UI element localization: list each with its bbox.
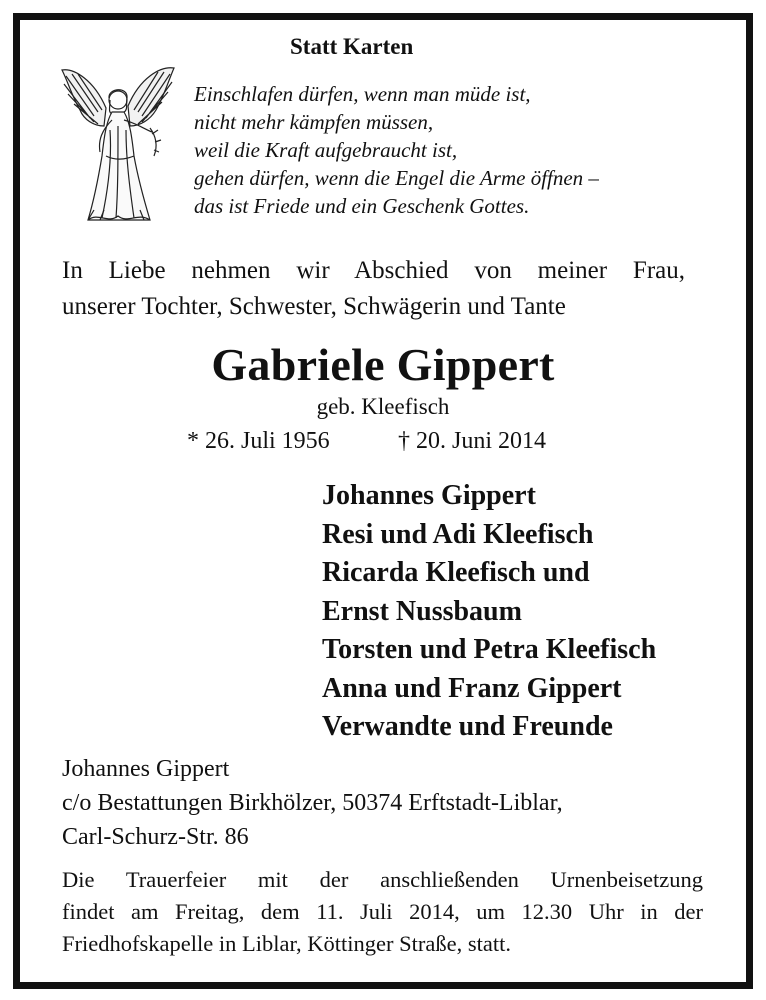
mourner-line: Johannes Gippert bbox=[322, 480, 536, 511]
contact-line: Carl-Schurz-Str. 86 bbox=[62, 824, 249, 850]
service-info bbox=[62, 864, 703, 960]
mourner-line: Ricarda Kleefisch und bbox=[322, 557, 590, 588]
service-line: Friedhofskapelle in Liblar, Köttinger Straße, statt. bbox=[62, 931, 511, 956]
service-line: findet am Freitag, dem 11. Juli 2014, um 12.30 Uhr in der bbox=[62, 899, 703, 924]
service-line: Die Trauerfeier mit der anschließenden Urnenbeisetzung bbox=[62, 867, 703, 892]
contact-line: Johannes Gippert bbox=[62, 756, 230, 782]
mourner-line: Verwandte und Freunde bbox=[322, 711, 613, 742]
poem-line: Einschlafen dürfen, wenn man müde ist, bbox=[194, 82, 531, 106]
deceased-name: Gabriele Gippert bbox=[211, 339, 555, 390]
intro-line: unserer Tochter, Schwester, Schwägerin und Tante bbox=[62, 293, 566, 320]
intro-line: In Liebe nehmen wir Abschied von meiner Frau, bbox=[62, 257, 685, 284]
death-date: † 20. Juni 2014 bbox=[398, 428, 547, 454]
contact-address bbox=[62, 752, 563, 854]
poem-line: weil die Kraft aufgebraucht ist, bbox=[194, 138, 458, 162]
mourner-line: Torsten und Petra Kleefisch bbox=[322, 634, 657, 665]
poem-line: das ist Friede und ein Geschenk Gottes. bbox=[194, 194, 530, 218]
poem-line: gehen dürfen, wenn die Engel die Arme öffnen – bbox=[194, 166, 599, 190]
birth-date: * 26. Juli 1956 bbox=[187, 428, 330, 454]
poem-line: nicht mehr kämpfen müssen, bbox=[194, 110, 434, 134]
mourner-line: Anna und Franz Gippert bbox=[322, 672, 622, 704]
header-title: Statt Karten bbox=[290, 34, 414, 59]
contact-line: c/o Bestattungen Birkhölzer, 50374 Erftstadt-Liblar, bbox=[62, 790, 563, 816]
mourners-list bbox=[322, 477, 656, 747]
mourner-line: Ernst Nussbaum bbox=[322, 595, 522, 627]
intro-text bbox=[62, 253, 685, 325]
mourner-line: Resi und Adi Kleefisch bbox=[322, 518, 594, 550]
angel-icon bbox=[54, 60, 184, 230]
birth-name: geb. Kleefisch bbox=[316, 394, 450, 419]
poem bbox=[194, 80, 599, 220]
